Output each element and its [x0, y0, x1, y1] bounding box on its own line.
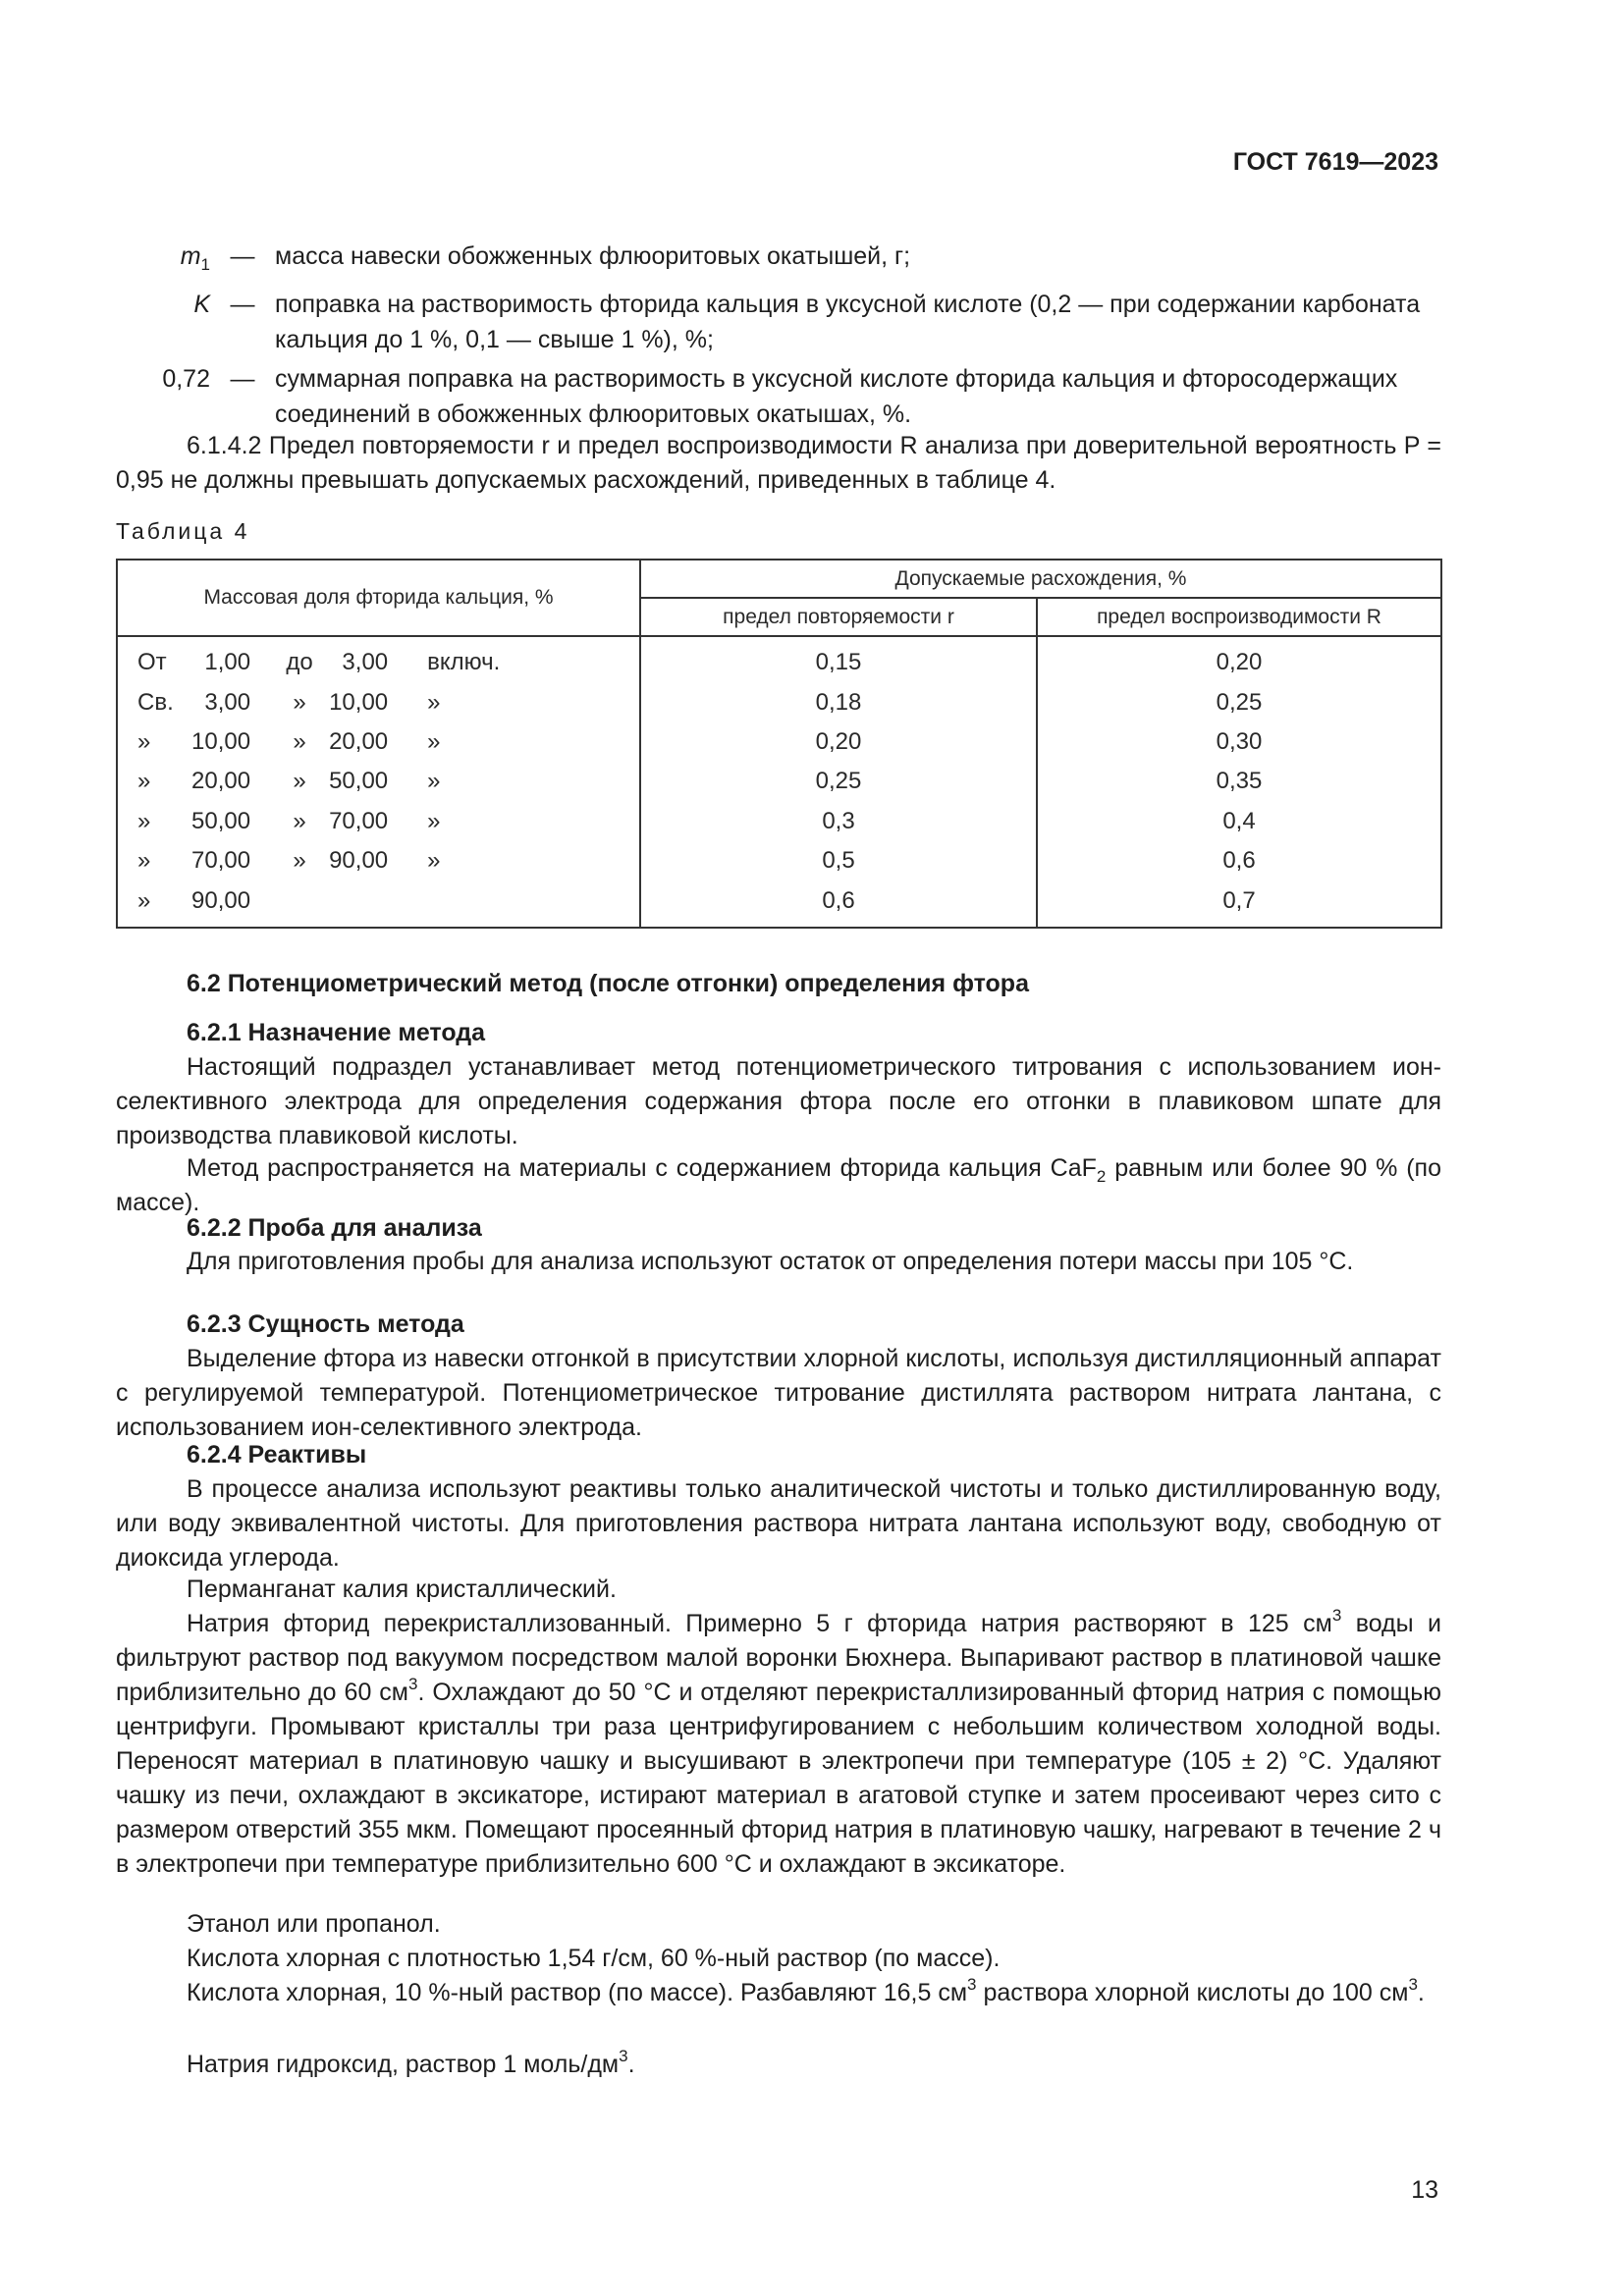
range-to-word: »: [293, 768, 306, 795]
paragraph: Натрия гидроксид, раствор 1 моль/$дм^3$.: [187, 2047, 635, 2078]
paragraph: Метод распространяется на материалы с содержанием фторида кальция CaF$_2$ равным или более 90 % (по массе).: [116, 1154, 1441, 1216]
legend-description: суммарная поправка на растворимость в уксусной кислоте фторида кальция и фторосодержащих соединений в обожженных флюоритовых окатышах, %.: [275, 365, 1398, 428]
legend-dash: —: [230, 365, 255, 393]
table-row: [117, 802, 1441, 841]
range-to-word: »: [293, 807, 306, 834]
paragraph: Этанол или пропанол.: [187, 1910, 441, 1938]
range-prefix: От: [137, 649, 167, 676]
range-to: [329, 881, 407, 927]
table-row: [117, 636, 1441, 682]
range-prefix: »: [137, 727, 151, 755]
formula-legend: [116, 239, 1441, 436]
reproducibility-value: 0,30: [1037, 722, 1441, 762]
column-header-mass-fraction: Массовая доля фторида кальция, %: [117, 560, 640, 636]
table-row: [117, 682, 1441, 721]
legend-row: [116, 361, 1441, 432]
legend-row: [116, 287, 1441, 357]
legend-dash: —: [230, 291, 255, 318]
range-to: 70,00: [329, 807, 389, 834]
paragraph: Натрия фторид перекристаллизованный. Примерно 5 г фторида натрия растворяют в 125 $см^3$ воды и фильтруют раствор под вакуумом посредством малой воронки Бюхнера. Выпаривают раствор в платиновой чашке приблизительно до 60 $см^3$. Охлаждают до 50 °С и отделяют перекристаллизированный фторид натрия с помощью центрифуги. Промывают кристаллы три раза центрифугированием с небольшим количеством холодной воды. Переносят материал в платиновую чашку и высушивают в электропечи при температуре (105 ± 2) °С. Удаляют чашку из печи, охлаждают в эксикаторе, истирают материал в агатовой ступке и затем просеивают через сито с размером отверстий 355 мкм. Помещают просеянный фторид натрия в платиновую чашку, нагревают в течение 2 ч в электропечи при температуре приблизительно 600 °С и охлаждают в эксикаторе.: [116, 1606, 1441, 1878]
range-prefix: »: [137, 807, 151, 834]
paragraph: Перманганат калия кристаллический.: [187, 1575, 617, 1603]
range-to-word: »: [293, 847, 306, 875]
range-from: 1,00: [204, 649, 251, 676]
range-suffix: »: [427, 768, 441, 795]
legend-symbol-subscript: 1: [200, 255, 210, 274]
range-suffix: »: [427, 847, 441, 875]
reproducibility-value: 0,4: [1037, 802, 1441, 841]
range-prefix: »: [137, 886, 151, 914]
column-header-repeatability: предел повторяемости r: [640, 598, 1037, 636]
range-from: 20,00: [191, 768, 251, 795]
range-to-word: »: [293, 688, 306, 716]
table-4: [116, 559, 1442, 929]
paragraph-6-1-4-2: 6.1.4.2 Предел повторяемости r и предел воспроизводимости R анализа при доверительной вероятность P = 0,95 не должны превышать допускаемых расхождений, приведенных в таблице 4.: [116, 432, 1441, 494]
range-suffix: [407, 881, 640, 927]
range-prefix: Св.: [137, 688, 174, 716]
column-header-reproducibility: предел воспроизводимости R: [1037, 598, 1441, 636]
reproducibility-value: 0,6: [1037, 841, 1441, 881]
table-row: [117, 722, 1441, 762]
range-to: 3,00: [342, 649, 389, 676]
paragraph: В процессе анализа используют реактивы только аналитической чистоты и только дистиллированную воду, или воду эквивалентной чистоты. Для приготовления раствора нитрата лантана используют воду, свободную от диоксида углерода.: [116, 1475, 1441, 1572]
table-row: [117, 762, 1441, 801]
repeatability-value: 0,6: [640, 881, 1037, 927]
repeatability-value: 0,18: [640, 682, 1037, 721]
range-prefix: »: [137, 847, 151, 875]
paragraph: Настоящий подраздел устанавливает метод потенциометрического титрования с использованием ион-селективного электрода для определения содержания фтора после его отгонки в плавиковом шпате для производства плавиковой кислоты.: [116, 1053, 1441, 1149]
paragraph: Для приготовления пробы для анализа используют остаток от определения потери массы при 105 °С.: [187, 1248, 1354, 1275]
section-heading-6-2: 6.2 Потенциометрический метод (после отгонки) определения фтора: [187, 970, 1029, 997]
range-suffix: »: [427, 807, 441, 834]
legend-symbol: 0,72: [162, 365, 210, 393]
range-to: 10,00: [329, 688, 389, 716]
section-heading-6-2-1: 6.2.1 Назначение метода: [187, 1019, 486, 1046]
range-from: 70,00: [191, 847, 251, 875]
paragraph: Кислота хлорная, 10 %-ный раствор (по массе). Разбавляют 16,5 $см^3$ раствора хлорной кислоты до 100 $см^3$.: [187, 1975, 1425, 2006]
paragraph: Выделение фтора из навески отгонкой в присутствии хлорной кислоты, используя дистилляционный аппарат с регулируемой температурой. Потенциометрическое титрование дистиллята раствором нитрата лантана, с использованием ион-селективного электрода.: [116, 1345, 1441, 1441]
table-row: [117, 881, 1441, 927]
reproducibility-value: 0,20: [1037, 636, 1441, 682]
range-to-word: [270, 881, 329, 927]
repeatability-value: 0,20: [640, 722, 1037, 762]
repeatability-value: 0,3: [640, 802, 1037, 841]
reproducibility-value: 0,7: [1037, 881, 1441, 927]
page-number: 13: [1411, 2176, 1438, 2204]
repeatability-value: 0,5: [640, 841, 1037, 881]
range-from: 3,00: [204, 688, 251, 716]
range-suffix: »: [427, 688, 441, 716]
legend-dash: —: [230, 242, 255, 270]
table-caption: Таблица 4: [116, 518, 250, 544]
paragraph: Кислота хлорная с плотностью 1,54 г/см, 60 %-ный раствор (по массе).: [187, 1945, 1001, 1972]
legend-symbol: m: [180, 242, 201, 270]
legend-description: поправка на растворимость фторида кальция в уксусной кислоте (0,2 — при содержании карбоната кальция до 1 %, 0,1 — свыше 1 %), %;: [275, 291, 1421, 353]
range-from: 50,00: [191, 807, 251, 834]
legend-symbol: K: [193, 291, 210, 318]
legend-description: масса навески обожженных флюоритовых окатышей, г;: [275, 242, 911, 270]
range-to: 20,00: [329, 727, 389, 755]
repeatability-value: 0,15: [640, 636, 1037, 682]
section-heading-6-2-4: 6.2.4 Реактивы: [187, 1441, 367, 1468]
section-heading-6-2-3: 6.2.3 Сущность метода: [187, 1310, 464, 1338]
range-prefix: »: [137, 768, 151, 795]
section-heading-6-2-2: 6.2.2 Проба для анализа: [187, 1214, 482, 1242]
column-header-group: Допускаемые расхождения, %: [640, 560, 1441, 598]
repeatability-value: 0,25: [640, 762, 1037, 801]
range-to-word: »: [293, 727, 306, 755]
document-header: ГОСТ 7619—2023: [1232, 148, 1438, 176]
range-to: 90,00: [329, 847, 389, 875]
range-suffix: »: [427, 727, 441, 755]
range-from: 10,00: [191, 727, 251, 755]
reproducibility-value: 0,35: [1037, 762, 1441, 801]
legend-row: [116, 239, 1441, 283]
reproducibility-value: 0,25: [1037, 682, 1441, 721]
table-row: [117, 841, 1441, 881]
range-to: 50,00: [329, 768, 389, 795]
range-from: 90,00: [191, 886, 251, 914]
range-to-word: до: [286, 649, 313, 676]
range-suffix: включ.: [427, 649, 501, 676]
